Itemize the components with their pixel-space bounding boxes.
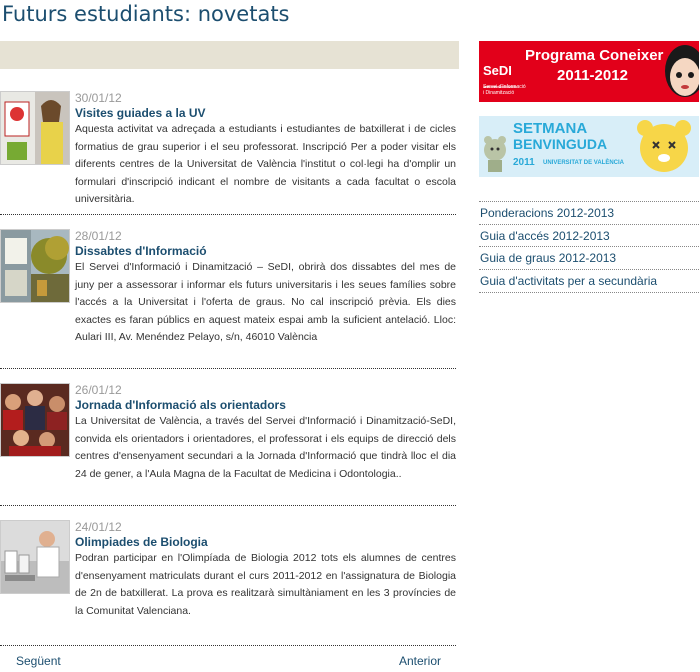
news-title-link[interactable]: Olimpiades de Biologia [75, 535, 208, 549]
news-item [0, 229, 459, 341]
banner-text-benvinguda: BENVINGUDA [513, 136, 608, 152]
news-item [0, 520, 459, 632]
news-date: 26/01/12 [75, 383, 122, 397]
news-thumbnail[interactable] [0, 229, 70, 303]
banner-brand-subtitle: i Dinamització [483, 90, 515, 96]
previous-page-link[interactable]: Anterior [399, 654, 442, 668]
news-body: La Universitat de València, a través del Servei d'Informació i Dinamització-SeDI, convida els orientadors i orientadores, el professorat i els equips de direcció dels centres d'ensenyament secundari a la Jornada d'Informació que tindrà lloc el dia 24 de gener, a l'Aula Magna de la Facultat de Medicina i Odontologia.. [75, 415, 456, 480]
banner-title: Programa Coneixer [525, 47, 664, 64]
setmana-benvinguda-banner[interactable] [479, 116, 699, 177]
subheader-bar [0, 41, 459, 69]
news-title-link[interactable]: Jornada d'Informació als orientadors [75, 398, 286, 412]
news-body: Aquesta activitat va adreçada a estudiants i estudiantes de batxillerat i de cicles formatius de grau superior i el seu professorat. Inscripció Per a poder visitar els diferents centres de la Universitat de València l'institut o col·legi ha d'omplir un formulari d'inscripció indicant el nombre de visitants a cada facultat o escola universitària. [75, 123, 456, 205]
page-title: Futurs estudiants: novetats [2, 2, 290, 26]
news-date: 24/01/12 [75, 520, 122, 534]
news-separator [0, 214, 456, 215]
news-title-link[interactable]: Dissabtes d'Informació [75, 244, 207, 258]
news-thumbnail[interactable] [0, 383, 70, 457]
banner-institution: UNIVERSITAT DE VALÈNCIA [543, 160, 625, 166]
banner-title-year: 2011-2012 [557, 67, 628, 84]
banner-year: 2011 [513, 157, 535, 168]
sidebar-link-guia-acces[interactable] [479, 224, 699, 247]
news-separator [0, 368, 456, 369]
news-separator [0, 505, 456, 506]
news-body: Podran participar en l'Olimpíada de Biologia 2012 tots els alumnes de centres d'ensenyament matriculats durant el curs 2011-2012 en l'assignatura de Biologia de 2n de batxillerat. La prova es realitzarà simultàniament en les 3 províncies de la Comunitat Valenciana. [75, 552, 456, 617]
news-title-link[interactable]: Visites guiades a la UV [75, 106, 206, 120]
sidebar-link-guia-activitats[interactable] [479, 269, 699, 293]
banner-text-setmana: SETMANA [513, 120, 588, 137]
sidebar-link-label: Guia d'accés 2012-2013 [480, 229, 610, 243]
news-item [0, 383, 459, 495]
news-thumbnail[interactable] [0, 520, 70, 594]
sidebar-link-label: Ponderacions 2012-2013 [480, 206, 615, 220]
banner-brand-subtitle: Servei d'Informació [483, 84, 526, 90]
news-thumbnail[interactable] [0, 91, 70, 165]
news-date: 30/01/12 [75, 91, 122, 105]
sidebar-link-label: Guia de graus 2012-2013 [480, 251, 617, 265]
banner-brand: SeDI [483, 63, 512, 78]
next-page-link[interactable]: Següent [16, 654, 61, 668]
programa-coneixer-banner[interactable] [479, 41, 699, 102]
news-item [0, 91, 459, 203]
news-separator [0, 645, 456, 646]
news-body: El Servei d'Informació i Dinamització – SeDI, obrirà dos dissabtes del mes de juny per a assessorar i informar els futurs universitaris i les seues famílies sobre l'accés a la Universitat i l'oferta de graus. No cal inscripció prèvia. Els dies exactes es faran públics en aquest mateix espai amb la suficient antelació. Lloc: Aulari III, Av. Menéndez Pelayo, s/n, 46010 València [75, 261, 456, 343]
news-date: 28/01/12 [75, 229, 122, 243]
sidebar-link-guia-graus[interactable] [479, 246, 699, 269]
sidebar-link-ponderacions[interactable] [479, 201, 699, 224]
sidebar-link-label: Guia d'activitats per a secundària [480, 274, 658, 288]
